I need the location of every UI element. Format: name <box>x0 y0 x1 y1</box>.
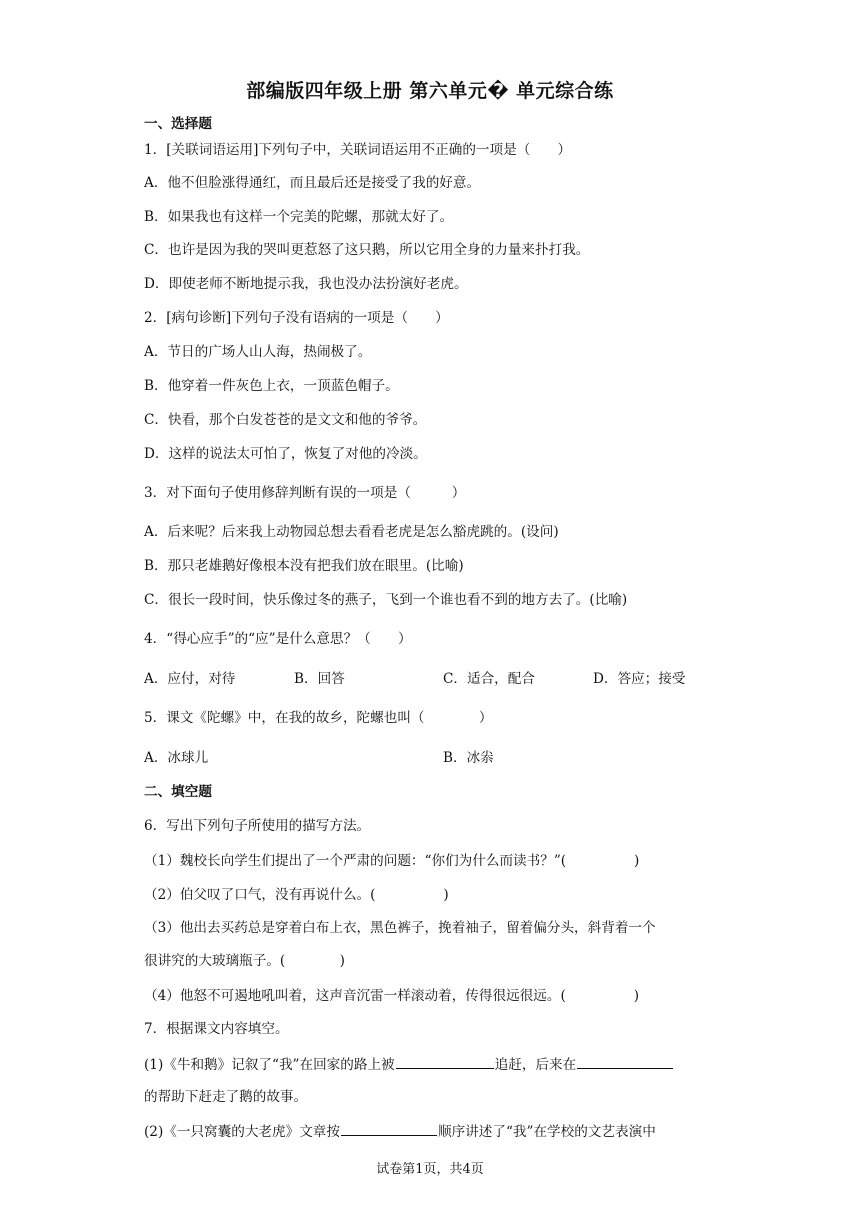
question-1-stem: 1．[关联词语运用]下列句子中，关联词语运用不正确的一项是（ ） <box>144 142 572 158</box>
question-7-item-2-text-a: (2)《一只窝囊的大老虎》文章按 <box>144 1124 340 1140</box>
question-7-item-2-text-b: 顺序讲述了“我”在学校的文艺表演中 <box>437 1124 656 1140</box>
question-3-stem: 3．对下面句子使用修辞判断有误的一项是（ ） <box>144 485 466 501</box>
question-4-option-b: B．回答 <box>294 671 345 687</box>
question-7-item-1-text-b: 追赶，后来在 <box>494 1057 577 1073</box>
question-7-stem: 7．根据课文内容填空。 <box>144 1021 289 1037</box>
question-6-item-3-line-2: 很讲究的大玻璃瓶子。( ) <box>144 953 345 969</box>
answer-blank[interactable] <box>396 1054 494 1069</box>
question-1-option-a: A．他不但脸涨得通红，而且最后还是接受了我的好意。 <box>144 175 481 191</box>
question-1-option-c: C．也许是因为我的哭叫更惹怒了这只鹅，所以它用全身的力量来扑打我。 <box>144 242 590 258</box>
question-2-option-d: D．这样的说法太可怕了，恢复了对他的冷淡。 <box>144 446 427 462</box>
question-7-item-1-line-1 <box>144 1054 674 1075</box>
question-7-item-2-line-1 <box>144 1121 656 1142</box>
question-2-stem: 2．[病句诊断]下列句子没有语病的一项是（ ） <box>144 310 449 326</box>
question-4-option-d: D．答应；接受 <box>593 671 686 687</box>
question-2-option-b: B．他穿着一件灰色上衣，一顶蓝色帽子。 <box>144 378 399 394</box>
question-6-item-2: （2）伯父叹了口气，没有再说什么。( ) <box>144 887 449 903</box>
page-title: 部编版四年级上册 第六单元� 单元综合练 <box>246 80 614 102</box>
question-6-item-1: （1）魏校长向学生们提出了一个严肃的问题：“你们为什么而读书？”( ) <box>144 853 640 869</box>
question-1-option-d: D．即使老师不断地提示我，我也没办法扮演好老虎。 <box>144 276 468 292</box>
question-1-option-b: B．如果我也有这样一个完美的陀螺，那就太好了。 <box>144 209 454 225</box>
answer-blank[interactable] <box>577 1054 673 1069</box>
question-3-option-a: A．后来呢？后来我上动物园总想去看看老虎是怎么豁虎跳的。(设问) <box>144 524 559 540</box>
question-5-stem: 5．课文《陀螺》中，在我的故乡，陀螺也叫（ ） <box>144 710 493 726</box>
question-5-option-b: B．冰尜 <box>443 750 494 766</box>
question-6-item-4: （4）他怒不可遏地吼叫着，这声音沉雷一样滚动着，传得很远很远。( ) <box>144 988 640 1004</box>
question-3-option-b: B．那只老雄鹅好像根本没有把我们放在眼里。(比喻) <box>144 558 464 574</box>
question-7-item-1-line-2: 的帮助下赶走了鹅的故事。 <box>144 1089 308 1105</box>
question-7-item-1-text-a: (1)《牛和鹅》记叙了“我”在回家的路上被 <box>144 1057 395 1073</box>
question-4-option-a: A．应付，对待 <box>144 671 236 687</box>
question-4-stem: 4．“得心应手”的“应”是什么意思？（ ） <box>144 631 412 647</box>
page-footer: 试卷第1页，共4页 <box>376 1162 484 1177</box>
question-3-option-c: C．很长一段时间，快乐像过冬的燕子，飞到一个谁也看不到的地方去了。(比喻) <box>144 592 628 608</box>
section-heading-fill: 二、填空题 <box>144 784 212 800</box>
answer-blank[interactable] <box>341 1121 437 1136</box>
question-6-stem: 6．写出下列句子所使用的描写方法。 <box>144 818 371 834</box>
question-2-option-a: A．节日的广场人山人海，热闹极了。 <box>144 344 372 360</box>
question-4-option-c: C．适合，配合 <box>443 671 535 687</box>
question-6-item-3-line-1: （3）他出去买药总是穿着白布上衣，黑色裤子，挽着袖子，留着偏分头，斜背着一个 <box>144 920 656 936</box>
question-5-option-a: A．冰球儿 <box>144 750 209 766</box>
section-heading-choice: 一、选择题 <box>144 116 212 132</box>
question-2-option-c: C．快看，那个白发苍苍的是文文和他的爷爷。 <box>144 412 427 428</box>
